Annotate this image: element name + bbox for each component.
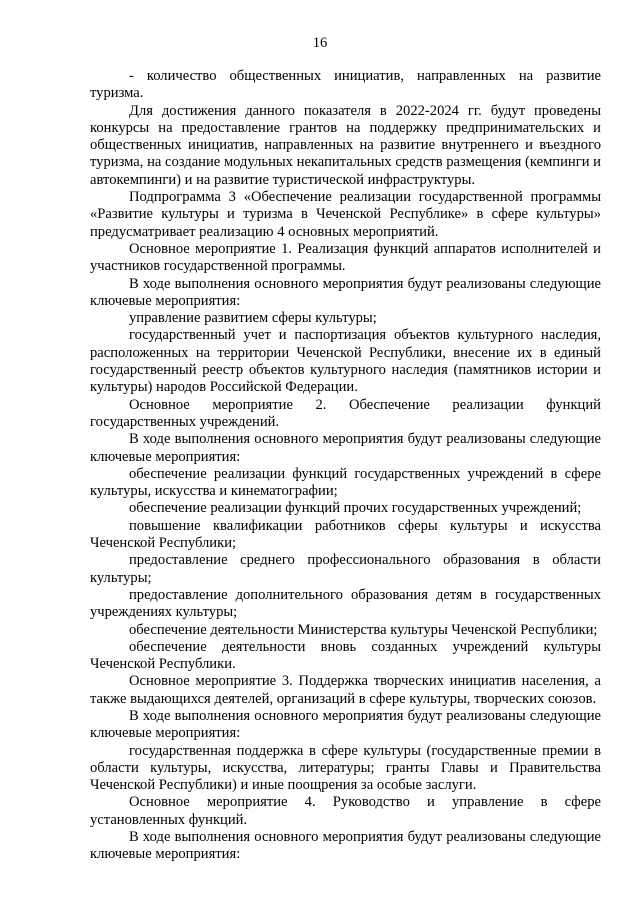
paragraph: Основное мероприятие 2. Обеспечение реализации функций государственных учреждений. — [90, 396, 601, 430]
paragraph: управление развитием сферы культуры; — [129, 310, 377, 327]
paragraph: Подпрограмма 3 «Обеспечение реализации государственной программы «Развитие культуры и туризма в Чеченской Республике» в сфере культуры» предусматривает реализацию 4 основных мероприятий. — [90, 189, 601, 240]
paragraph: предоставление среднего профессионального образования в области культуры; — [90, 552, 601, 586]
paragraph: повышение квалификации работников сферы культуры и искусства Чеченской Республики; — [90, 517, 601, 552]
paragraph: обеспечение деятельности вновь созданных учреждений культуры Чеченской Республики. — [90, 638, 601, 673]
paragraph: обеспечение реализации функций прочих государственных учреждений; — [129, 500, 582, 517]
paragraph: Основное мероприятие 4. Руководство и управление в сфере установленных функций. — [90, 794, 601, 828]
page-number: 16 — [312, 35, 328, 51]
paragraph: предоставление дополнительного образования детям в государственных учреждениях культуры; — [90, 586, 601, 621]
paragraph: Для достижения данного показателя в 2022-2024 гг. будут проведены конкурсы на предоставление грантов на поддержку предпринимательских и общественных инициатив, направленных на развитие внутреннего и въездного туризма, на создание модульных некапитальных средств размещения (кемпинги и автокемпинги) и на развитие туристической инфраструктуры. — [90, 102, 601, 188]
paragraph: В ходе выполнения основного мероприятия будут реализованы следующие ключевые мероприятия: — [90, 431, 601, 465]
paragraph: обеспечение реализации функций государственных учреждений в сфере культуры, искусства и кинематографии; — [90, 465, 601, 500]
paragraph: Основное мероприятие 3. Поддержка творческих инициатив населения, а также выдающихся деятелей, организаций в сфере культуры, творческих союзов. — [90, 673, 601, 707]
paragraph: В ходе выполнения основного мероприятия будут реализованы следующие ключевые мероприятия: — [90, 707, 601, 742]
paragraph: - количество общественных инициатив, направленных на развитие туризма. — [90, 68, 601, 102]
paragraph: обеспечение деятельности Министерства культуры Чеченской Республики; — [129, 621, 598, 638]
paragraph: В ходе выполнения основного мероприятия будут реализованы следующие ключевые мероприятия: — [90, 829, 601, 863]
paragraph: В ходе выполнения основного мероприятия будут реализованы следующие ключевые мероприятия: — [90, 275, 601, 309]
paragraph: Основное мероприятие 1. Реализация функций аппаратов исполнителей и участников государственной программы. — [90, 240, 601, 275]
body-text — [90, 68, 601, 864]
paragraph: государственный учет и паспортизация объектов культурного наследия, расположенных на территории Чеченской Республики, внесение их в единый государственный реестр объектов культурного наследия (памятников истории и культуры) народов Российской Федерации. — [90, 327, 601, 396]
paragraph: государственная поддержка в сфере культуры (государственные премии в области культуры, искусства, литературы; гранты Главы и Правительства Чеченской Республики) и иные поощрения за особые заслуги. — [90, 742, 601, 794]
